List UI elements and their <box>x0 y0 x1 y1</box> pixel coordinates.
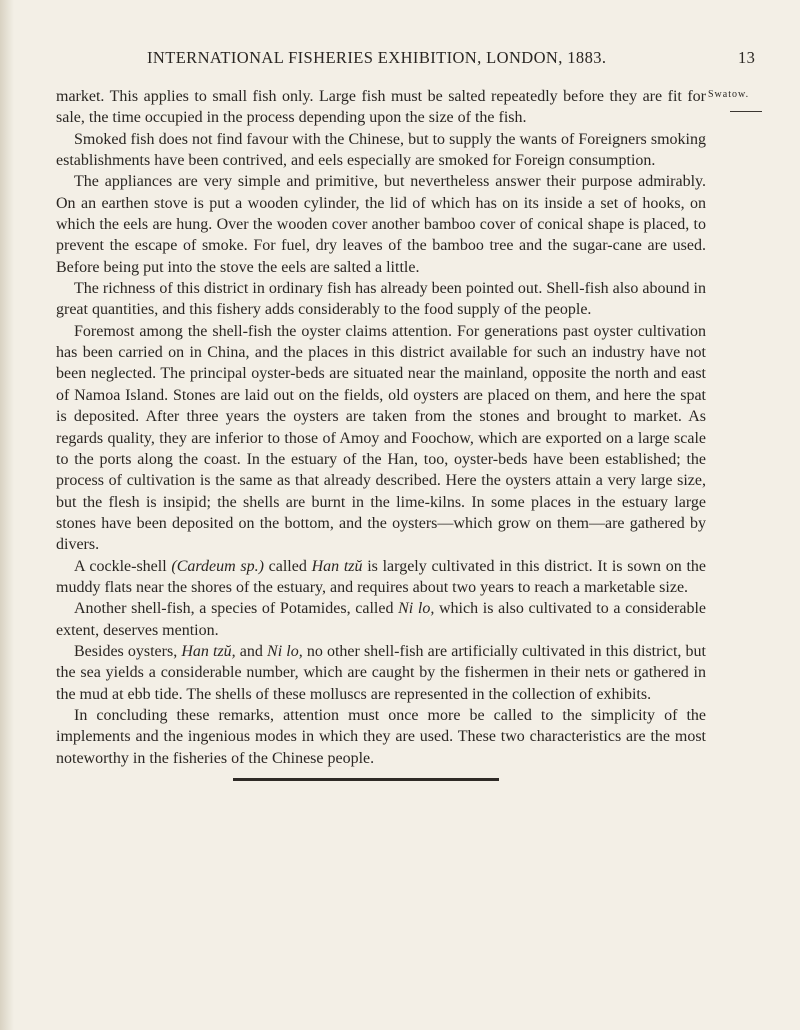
text-run: called <box>263 557 312 575</box>
paragraph <box>56 641 706 705</box>
paragraph <box>56 129 706 172</box>
text-run: Foremost among the shell-fish the oyster claims attention. For generations past oyster cultivation has been carried on in China, and the places in this district available for such an industry have not been neglected. The principal oyster-beds are situated near the mainland, opposite the north and east of Namoa Island. Stones are laid out on the fields, old oysters are placed on them, and here the spat is deposited. After three years the oysters are taken from the stones and brought to market. As regards quality, they are inferior to those of Amoy and Foochow, which are exported on a large scale to the ports along the coast. In the estuary of the Han, too, oyster-beds have been established; the process of cultivation is the same as that already described. Here the oysters attain a very large size, but the flesh is insipid; the shells are burnt in the lime-kilns. In some places in the estuary large stones have been deposited on the bottom, and the oysters—which grow on them—are gathered by divers. <box>56 322 706 554</box>
text-run: Besides oysters, <box>74 642 182 660</box>
text-run: and <box>235 642 268 660</box>
text-run: In concluding these remarks, attention must once more be called to the simplicity of the implements and the ingenious modes in which they are used. These two characteristics are the most noteworthy in the fisheries of the Chinese people. <box>56 706 706 767</box>
text-run: no other shell-fish are artificially cultivated in this district, but the sea yields a considerable number, which are caught by the fishermen in their nets or gathered in the mud at ebb tide. The shells of these molluscs are represented in the collection of exhibits. <box>56 642 706 703</box>
margin-note: Swatow. <box>708 89 750 100</box>
margin-note-rule <box>730 111 762 112</box>
paragraph <box>56 705 706 769</box>
end-rule <box>233 778 499 781</box>
page-number: 13 <box>738 48 756 67</box>
running-header <box>0 48 800 68</box>
paragraph <box>56 321 706 556</box>
text-run: is largely cultivated in this district. It is sown on the muddy flats near the shores of the estuary, and requires about two years to reach a marketable size. <box>56 557 706 596</box>
text-run: The appliances are very simple and primitive, but nevertheless answer their purpose admirably. On an earthen stove is put a wooden cylinder, the lid of which has on its inside a set of hooks, on which the eels are hung. Over the wooden cover another bamboo cover of conical shape is placed, to prevent the escape of smoke. For fuel, dry leaves of the bamboo tree and the sugar-cane are used. Before being put into the stove the eels are salted a little. <box>56 173 706 276</box>
italic-term: Ni lo, <box>267 642 303 660</box>
paragraph <box>56 86 706 129</box>
italic-term: Ni lo, <box>398 600 435 618</box>
paragraph <box>56 278 706 321</box>
text-run: market. This applies to small fish only. Large fish must be salted repeatedly before they are fit for sale, the time occupied in the process depending upon the size of the fish. <box>56 88 706 127</box>
body-text <box>56 86 706 769</box>
text-run: The richness of this district in ordinary fish has already been pointed out. Shell-fish also abound in great quantities, and this fishery adds considerably to the food supply of the people. <box>56 280 706 319</box>
paragraph <box>56 556 706 599</box>
italic-term: Han tzŭ <box>311 557 363 575</box>
paragraph <box>56 171 706 278</box>
italic-term: (Cardeum sp.) <box>171 557 264 575</box>
paragraph <box>56 598 706 641</box>
text-run: Another shell-fish, a species of Potamides, called <box>74 600 399 618</box>
text-run: A cockle-shell <box>74 557 172 575</box>
text-run: Smoked fish does not find favour with the Chinese, but to supply the wants of Foreigners smoking establishments have been contrived, and eels especially are smoked for Foreign consumption. <box>56 130 706 170</box>
header-title: INTERNATIONAL FISHERIES EXHIBITION, LONDON, 1883. <box>147 48 607 67</box>
page-edge-shadow <box>0 0 14 1030</box>
italic-term: Han tzŭ, <box>181 642 236 660</box>
text-run: which is also cultivated to a considerable extent, deserves mention. <box>56 600 707 639</box>
